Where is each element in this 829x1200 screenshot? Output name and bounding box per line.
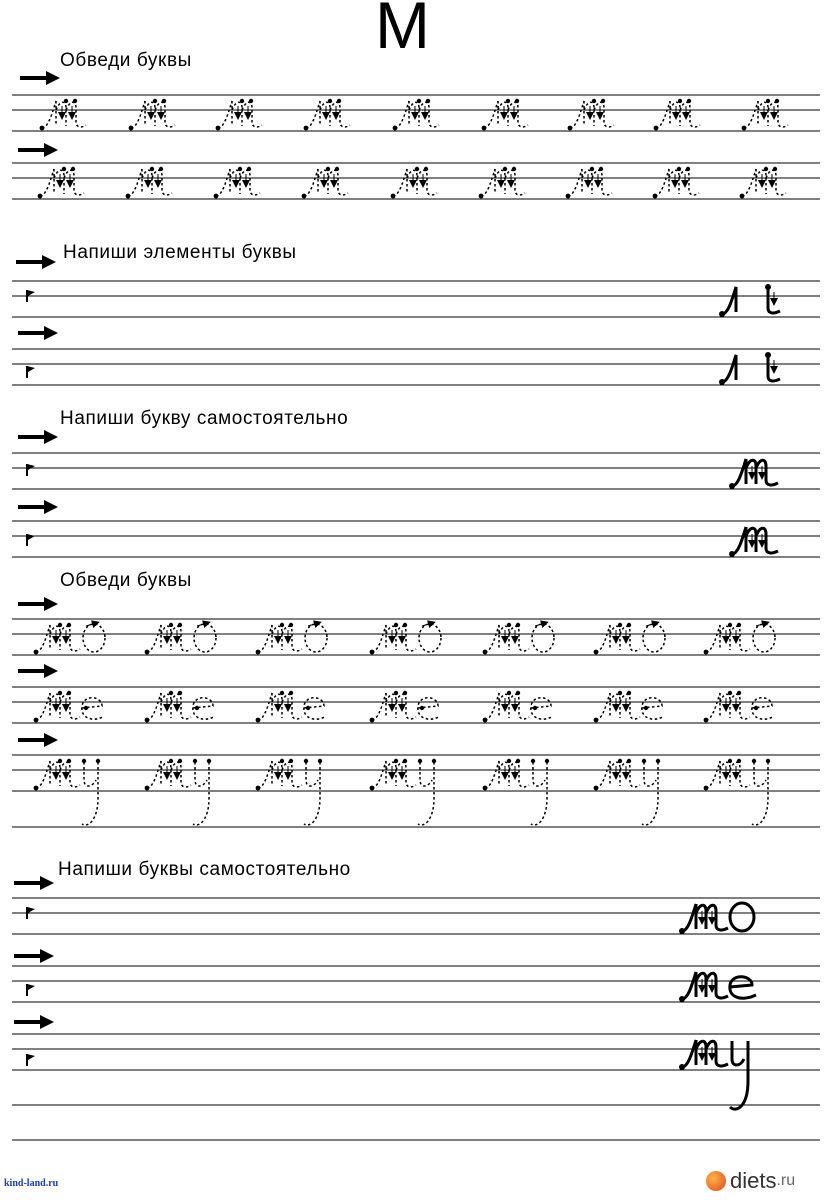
traced-syllable (256, 759, 323, 825)
element-samples (719, 284, 780, 385)
traced-letter (482, 99, 528, 131)
apple-icon (706, 1171, 726, 1191)
traced-syllable (145, 691, 215, 723)
heading-trace-letters: Обведи буквы (60, 50, 192, 71)
heading-letter-elements: Напиши элементы буквы (63, 242, 297, 263)
traced-syllable (256, 623, 327, 655)
traced-letter (391, 167, 437, 199)
traced-letter (302, 167, 348, 199)
traced-syllable (483, 623, 554, 655)
heading-trace-syllables: Обведи буквы (60, 570, 192, 591)
heading-write-letter: Напиши букву самостоятельно (60, 408, 349, 429)
traced-syllable (483, 691, 553, 723)
traced-letter (654, 99, 700, 131)
traced-syllable (483, 759, 550, 825)
footer-logo-right (706, 1166, 795, 1196)
traced-letter (38, 167, 84, 199)
traced-syllable (704, 759, 771, 825)
traced-letter (129, 99, 175, 131)
traced-syllable (256, 691, 326, 723)
traced-syllable (145, 759, 212, 825)
trace-syllables (34, 623, 775, 825)
traced-letter (566, 167, 612, 199)
traced-syllable (34, 759, 101, 825)
traced-letter (742, 99, 788, 131)
traced-syllable (594, 623, 665, 655)
traced-letter (214, 167, 260, 199)
traced-letter (126, 167, 172, 199)
row-markers (14, 71, 60, 1066)
traced-letter (40, 99, 86, 131)
footer-source-left: kind-land.ru (4, 1178, 59, 1189)
letter-samples (729, 459, 778, 557)
traced-letter (216, 99, 262, 131)
traced-letter (653, 167, 699, 199)
traced-syllable (370, 691, 440, 723)
traced-syllable (704, 623, 775, 655)
traced-letter (304, 99, 350, 131)
trace-letters-m (38, 99, 788, 199)
traced-syllable (145, 623, 216, 655)
traced-syllable (594, 759, 661, 825)
page-title: М (375, 0, 430, 62)
traced-syllable (370, 759, 437, 825)
traced-letter (479, 167, 525, 199)
traced-syllable (34, 691, 104, 723)
footer-site-suffix: .ru (776, 1172, 796, 1189)
traced-syllable (370, 623, 441, 655)
traced-syllable (34, 623, 105, 655)
footer-site-name: diets (730, 1168, 777, 1193)
traced-letter (393, 99, 439, 131)
heading-write-syllables: Напиши буквы самостоятельно (58, 859, 351, 880)
traced-letter (740, 167, 786, 199)
traced-syllable (704, 691, 774, 723)
traced-letter (568, 99, 614, 131)
traced-syllable (594, 691, 664, 723)
